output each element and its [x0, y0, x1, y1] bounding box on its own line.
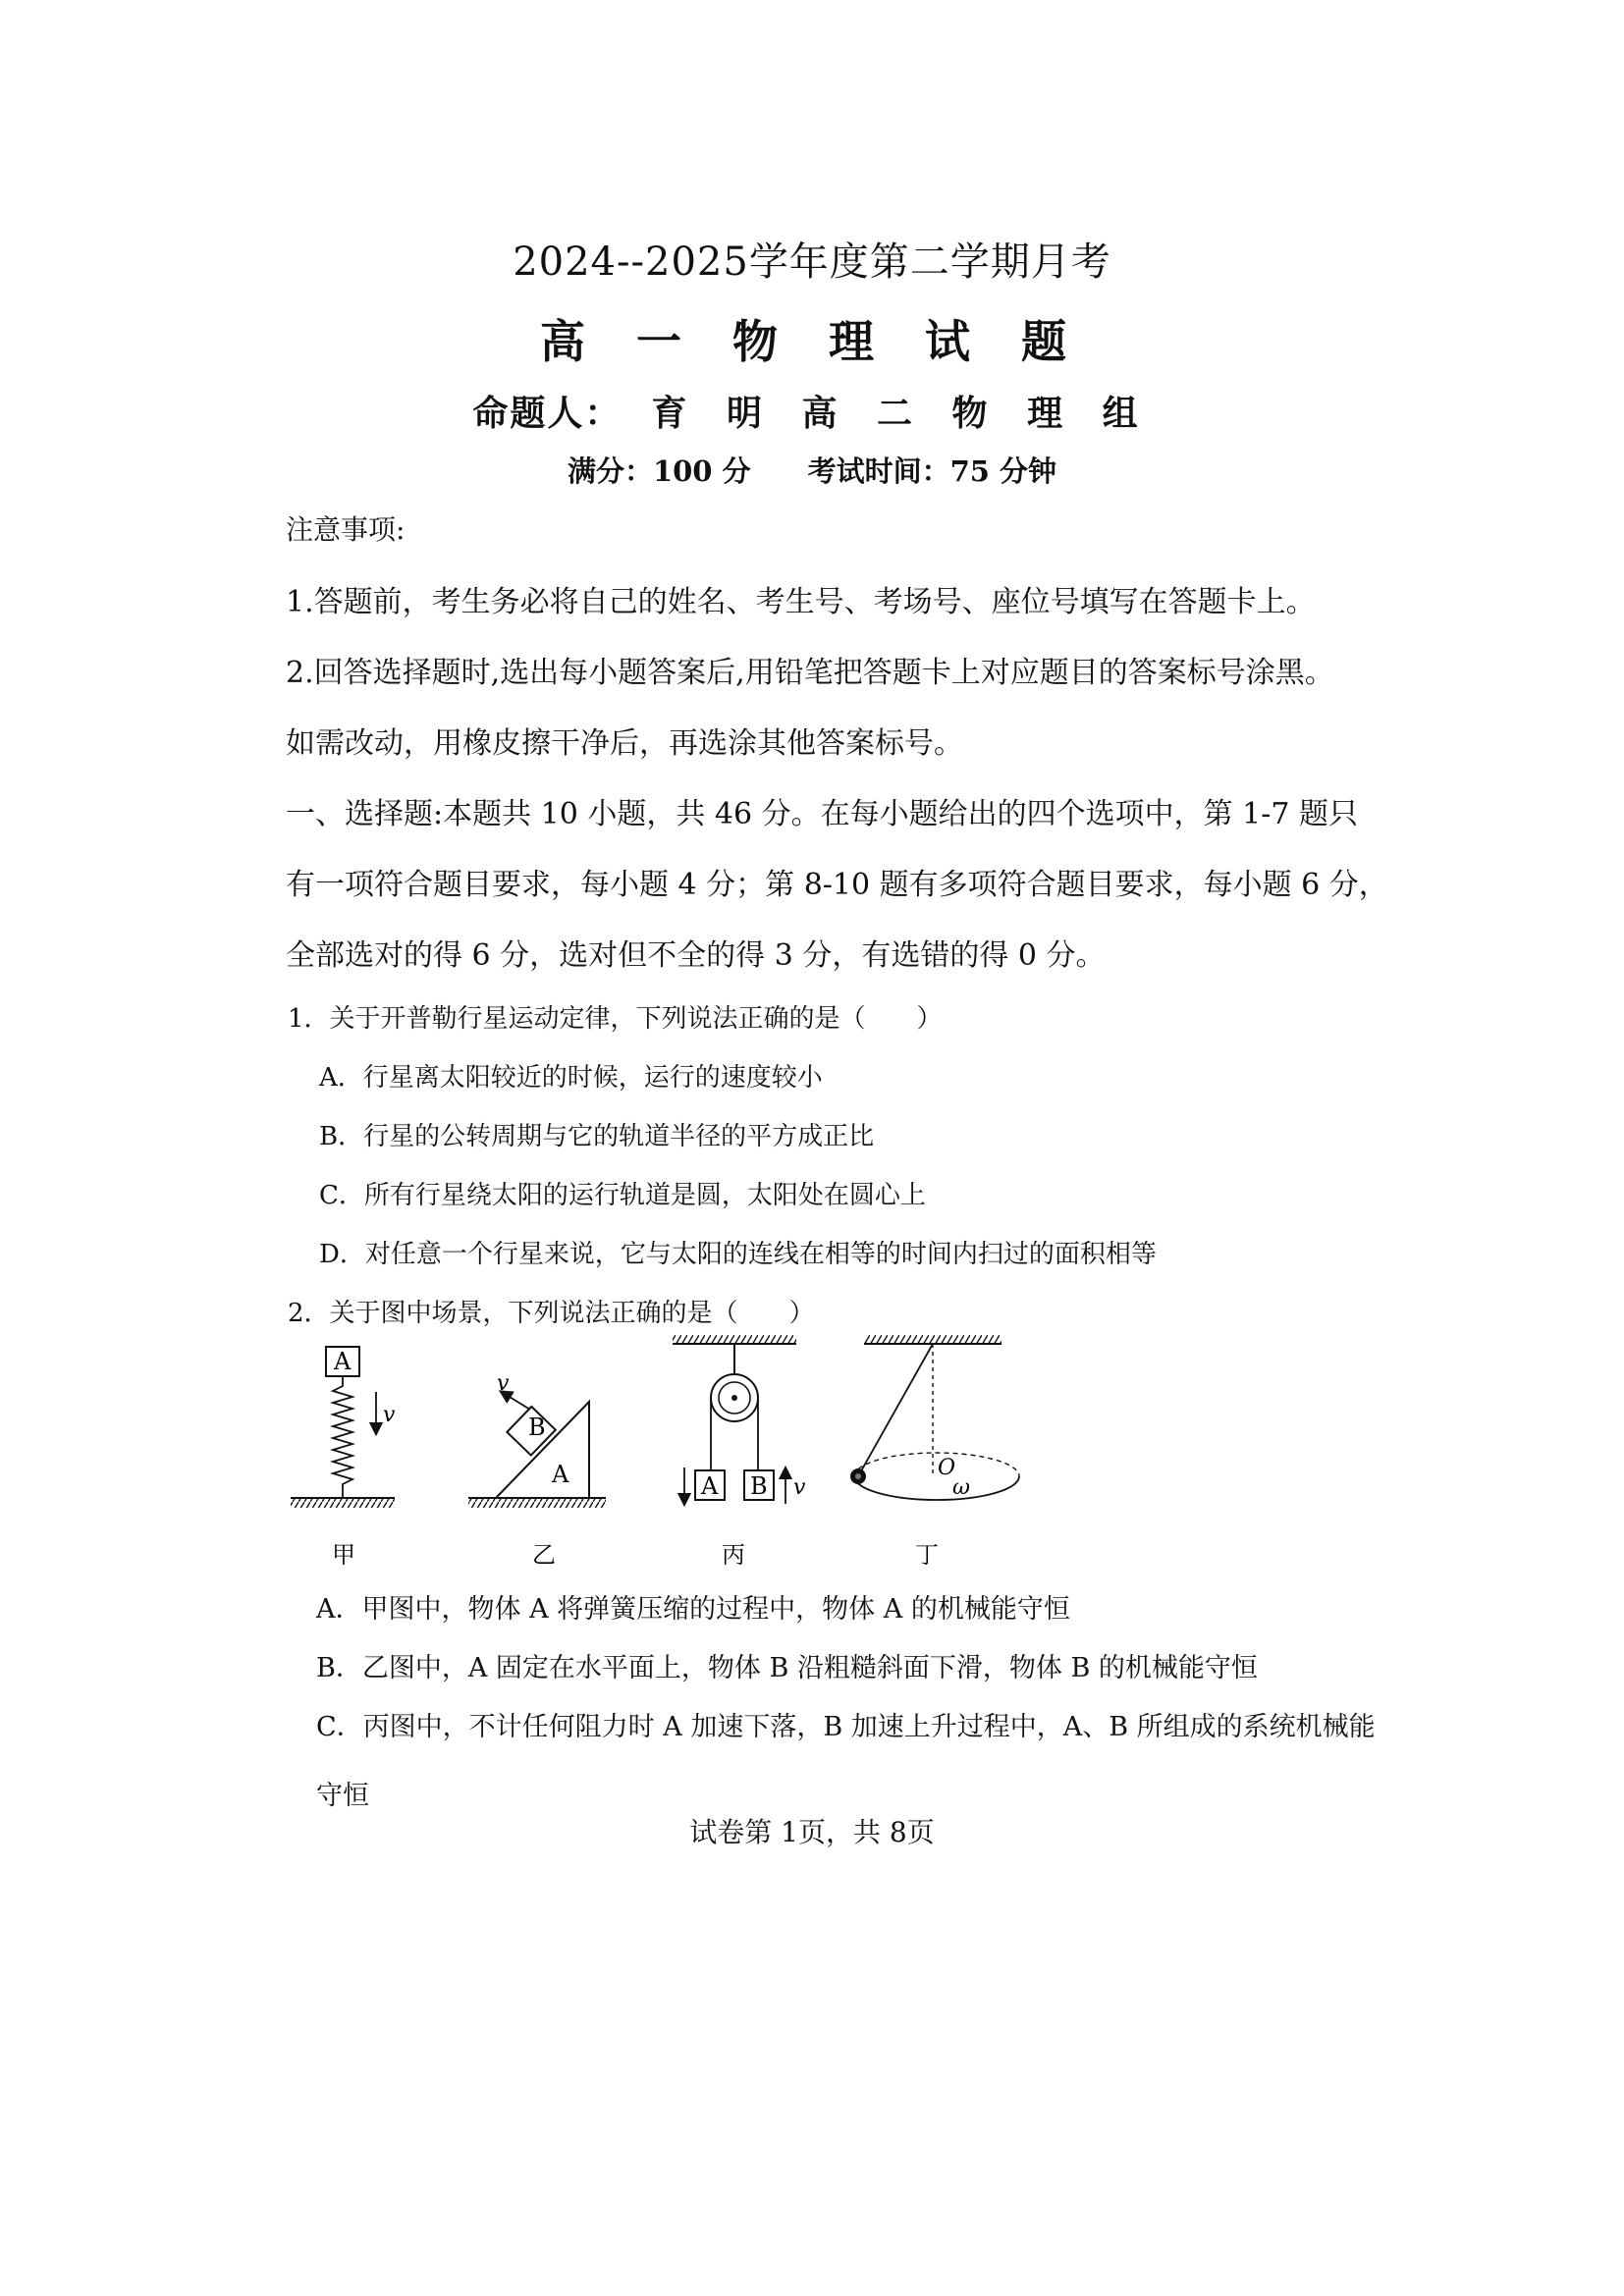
q1-stem: 1．关于开普勒行星运动定律，下列说法正确的是（ ）: [288, 1004, 943, 1034]
exam-subtitle: 高 一 物 理 试 题: [539, 315, 1085, 368]
q1-option-b: B．行星的公转周期与它的轨道半径的平方成正比: [319, 1122, 875, 1151]
q2-option-b: B．乙图中，A 固定在水平面上，物体 B 沿粗糙斜面下滑，物体 B 的机械能守恒: [316, 1653, 1258, 1683]
figure-ding: [850, 1335, 1019, 1569]
section1-line-2: 有一项符合题目要求，每小题 4 分；第 8-10 题有多项符合题目要求，每小题 6 分，: [286, 868, 1388, 902]
caption-yi: 乙: [532, 1541, 556, 1569]
q2-option-c-cont: 守恒: [316, 1781, 369, 1811]
figure-yi: [468, 1371, 606, 1569]
notice-item-1: 1.答题前，考生务必将自己的姓名、考生号、考场号、座位号填写在答题卡上。: [286, 585, 1316, 619]
yi-label-b: B: [528, 1414, 546, 1441]
q2-option-c: C．丙图中，不计任何阻力时 A 加速下落，B 加速上升过程中，A、B 所组成的系统机械能: [316, 1712, 1376, 1742]
ding-label-omega: ω: [952, 1475, 970, 1500]
q2-option-a: A．甲图中，物体 A 将弹簧压缩的过程中，物体 A 的机械能守恒: [316, 1594, 1070, 1625]
exam-title: 2024--2025学年度第二学期月考: [513, 240, 1111, 285]
jia-label-a: A: [334, 1348, 352, 1375]
bing-label-v: v: [793, 1475, 806, 1500]
q2-stem: 2．关于图中场景，下列说法正确的是（ ）: [288, 1299, 815, 1328]
q1-option-a: A．行星离太阳较近的时候，运行的速度较小: [319, 1063, 823, 1093]
exam-author: [0, 386, 1624, 436]
yi-label-v: v: [497, 1371, 510, 1396]
caption-bing: 丙: [722, 1541, 745, 1569]
jia-label-v: v: [383, 1403, 396, 1427]
ding-label-o: O: [938, 1456, 956, 1480]
figure-bing: [673, 1335, 806, 1569]
q1-option-d: D．对任意一个行星来说，它与太阳的连线在相等的时间内扫过的面积相等: [319, 1240, 1157, 1269]
caption-ding: 丁: [915, 1541, 939, 1569]
section1-line-1: 一、选择题:本题共 10 小题，共 46 分。在每小题给出的四个选项中，第 1-7 题只: [286, 797, 1358, 831]
author-name: 育 明 高 二 物 理 组: [651, 393, 1152, 434]
exam-score-time: [0, 450, 1624, 490]
bing-label-b: B: [750, 1472, 768, 1500]
notice-item-3: 如需改动，用橡皮擦干净后，再选涂其他答案标号。: [286, 726, 963, 761]
yi-label-a: A: [552, 1461, 569, 1488]
bing-label-a: A: [701, 1472, 719, 1500]
q1-option-c: C．所有行星绕太阳的运行轨道是圆，太阳处在圆心上: [319, 1181, 926, 1210]
page-footer: 试卷第 1页，共 8页: [689, 1816, 935, 1848]
caption-jia: 甲: [332, 1541, 355, 1569]
exam-time: 考试时间：75 分钟: [807, 454, 1057, 488]
notice-heading: 注意事项:: [286, 513, 406, 546]
notice-item-2: 2.回答选择题时,选出每小题答案后,用铅笔把答题卡上对应题目的答案标号涂黑。: [286, 656, 1334, 690]
full-score: 满分：100 分: [567, 454, 751, 488]
section1-line-3: 全部选对的得 6 分，选对但不全的得 3 分，有选错的得 0 分。: [286, 938, 1106, 973]
figure-jia: [291, 1347, 396, 1569]
author-label: 命题人：: [472, 393, 623, 434]
q2-figure: [275, 1335, 1021, 1580]
